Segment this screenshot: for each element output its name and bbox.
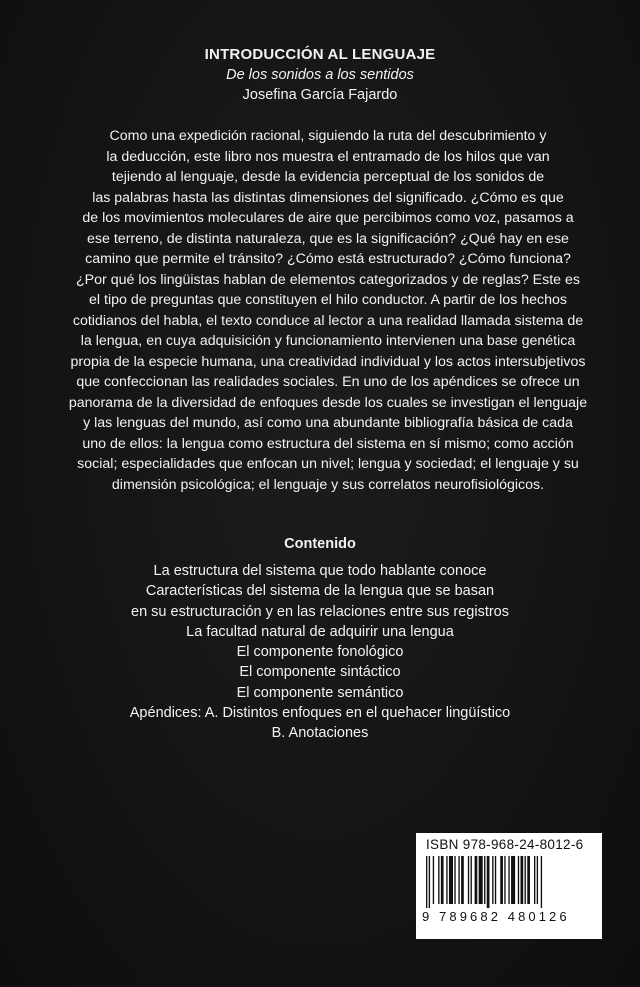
blurb-line: y las lenguas del mundo, así como una abundante bibliografía básica de cada <box>83 415 573 431</box>
contents-item: La facultad natural de adquirir una lengua <box>186 623 454 640</box>
contents-item: Apéndices: A. Distintos enfoques en el quehacer lingüístico <box>129 705 511 722</box>
contents-item: El componente fonológico <box>236 644 404 661</box>
blurb-line: dimensión psicológica; el lenguaje y sus correlatos neurofisiológicos. <box>111 476 545 493</box>
blurb-paragraph <box>44 126 612 495</box>
blurb-line: cotidianos del habla, el texto conduce al lector a una realidad llamada sistema de <box>72 312 584 329</box>
contents-list <box>0 561 640 744</box>
blurb-line: uno de ellos: la lengua como estructura del sistema en sí mismo; como acción <box>82 435 574 452</box>
contents-item: La estructura del sistema que todo hablante conoce <box>153 563 487 579</box>
blurb-line: la lengua, en cuya adquisición y funcionamiento intervienen una base genética <box>80 333 576 349</box>
contents-item: en su estructuración y en las relaciones entre sus registros <box>131 603 509 620</box>
blurb-line: camino que permite el tránsito? ¿Cómo está estructurado? ¿Cómo funciona? <box>85 251 571 267</box>
blurb-line: ese terreno, de distinta naturaleza, que es la significación? ¿Qué hay en ese <box>87 230 569 247</box>
blurb-line: de los movimientos moleculares de aire que percibimos como voz, pasamos a <box>82 210 574 226</box>
book-subtitle: De los sonidos a los sentidos <box>226 67 414 83</box>
barcode-digits: 9 789682 480126 <box>422 909 570 924</box>
isbn-barcode <box>416 833 602 939</box>
book-header <box>0 44 640 106</box>
contents-item: El componente sintáctico <box>239 664 401 681</box>
blurb-line: tejiendo al lenguaje, desde la evidencia perceptual de los sonidos de <box>111 169 545 185</box>
barcode-icon <box>426 856 594 908</box>
blurb-line: la deducción, este libro nos muestra el entramado de los hilos que van <box>106 148 550 165</box>
book-author: Josefina García Fajardo <box>242 87 398 103</box>
blurb-line: Como una expedición racional, siguiendo la ruta del descubrimiento y <box>109 128 547 144</box>
blurb-line: panorama de la diversidad de enfoques desde los cuales se investigan el lenguaje <box>68 394 588 411</box>
contents-item: El componente semántico <box>236 684 404 701</box>
contents-heading: Contenido <box>284 536 356 552</box>
blurb-line: social; especialidades que enfocan un nivel; lengua y sociedad; el lenguaje y su <box>77 456 579 472</box>
blurb-line: ¿Por qué los lingüistas hablan de elementos categorizados y de reglas? Este es <box>76 271 580 288</box>
contents-item: Características del sistema de la lengua que se basan <box>145 583 495 600</box>
contents-item: B. Anotaciones <box>271 725 369 742</box>
book-title: INTRODUCCIÓN AL LENGUAJE <box>204 46 436 63</box>
blurb-line: que confeccionan las realidades sociales. En uno de los apéndices se ofrece un <box>76 374 580 390</box>
blurb-line: las palabras hasta las distintas dimensiones del significado. ¿Cómo es que <box>92 189 564 206</box>
blurb-line: el tipo de preguntas que constituyen el hilo conductor. A partir de los hechos <box>89 292 567 308</box>
isbn-label: ISBN 978-968-24-8012-6 <box>426 837 584 852</box>
blurb-line: propia de la especie humana, una creatividad individual y los actos intersubjetivos <box>70 353 586 370</box>
